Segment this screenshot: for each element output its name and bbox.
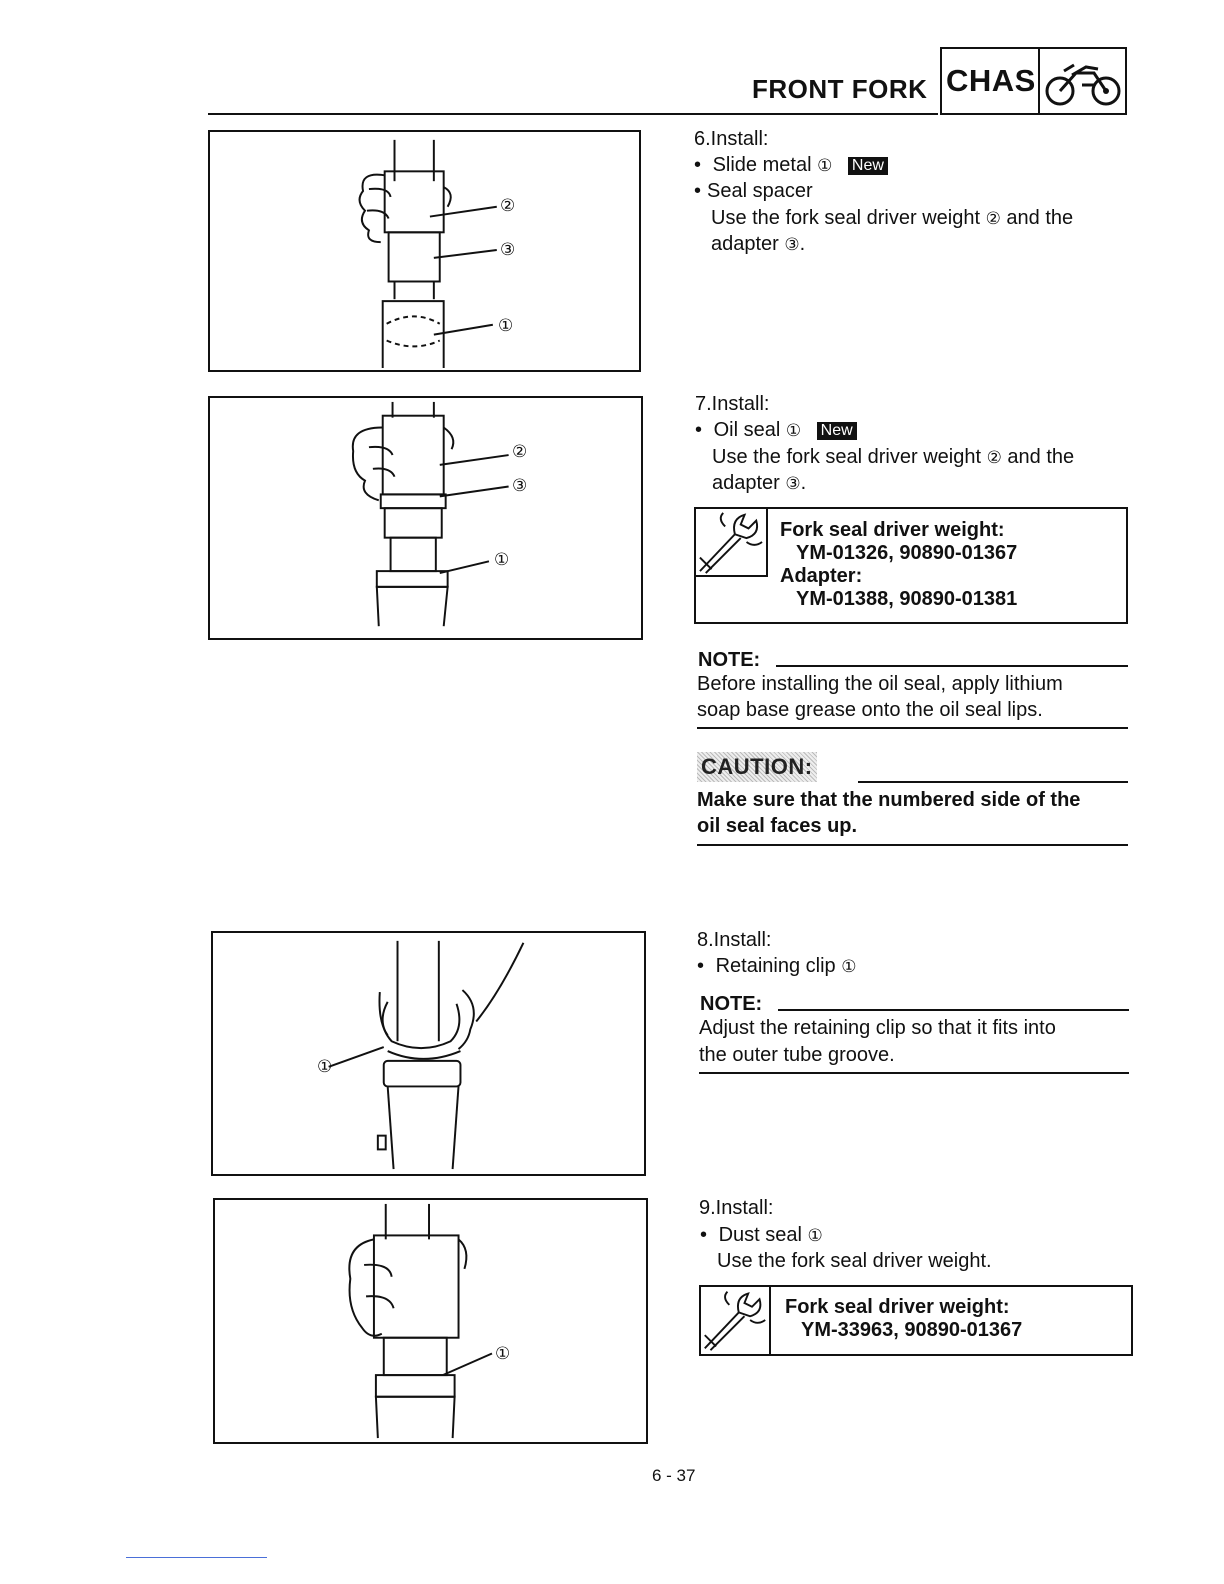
step-6-bullet-2: • Seal spacer [694, 178, 813, 204]
instruction-text: Use the fork seal driver weight [712, 446, 982, 468]
section-code: CHAS [946, 63, 1036, 98]
ref-1: ① [817, 156, 833, 175]
footer-link-underline [126, 1557, 267, 1558]
page-number: 6 - 37 [652, 1466, 696, 1485]
callout-3: ③ [500, 240, 516, 259]
note-rule [778, 1009, 1129, 1011]
spec-part-numbers: YM-01388, 90890-01381 [796, 588, 1018, 610]
page-title: FRONT FORK [752, 74, 928, 104]
note-text-line-1: Adjust the retaining clip so that it fits into [699, 1017, 1056, 1039]
step-7-item-text: Oil seal [713, 419, 781, 441]
callout-1: ① [494, 550, 510, 569]
caution-rule [858, 781, 1128, 783]
motorcycle-icon [1042, 55, 1124, 109]
caution-text-line-1: Make sure that the numbered side of the [697, 789, 1081, 811]
instruction-text: and the [1007, 446, 1075, 468]
instruction-text: adapter [711, 233, 779, 255]
section-badge [940, 47, 1127, 115]
step-8-item-text: Retaining clip [715, 955, 836, 977]
note-label: NOTE: [700, 993, 763, 1015]
step-6-instruction-line-2 [711, 231, 805, 258]
step-9-bullet-1 [700, 1222, 823, 1249]
callout-1: ① [495, 1344, 511, 1363]
figure-retaining-clip-install [211, 931, 646, 1176]
callout-2: ② [500, 196, 516, 215]
step-9-instruction-line-1: Use the fork seal driver weight. [717, 1250, 992, 1272]
step-8-bullet-1 [697, 953, 856, 980]
section-badge-divider [1038, 49, 1040, 113]
instruction-text: . [799, 233, 806, 255]
ref-1: ① [841, 957, 857, 976]
spec-text [780, 519, 1017, 611]
callout-1: ① [498, 316, 514, 335]
instruction-text: adapter [712, 472, 780, 494]
special-tool-icon [701, 1287, 771, 1354]
instruction-text: and the [1006, 207, 1074, 229]
caution-label: CAUTION: [697, 752, 817, 782]
callout-2: ② [512, 442, 528, 461]
note-text-line-2: the outer tube groove. [699, 1044, 895, 1066]
special-tool-box [699, 1285, 1133, 1356]
step-9-item-text: Dust seal [718, 1224, 802, 1246]
instruction-text: Use the fork seal driver weight [711, 207, 981, 229]
step-6-item-text: Slide metal [712, 154, 812, 176]
step-6-instruction-line-1 [711, 205, 1073, 232]
ref-1: ① [807, 1226, 823, 1245]
special-tool-box [694, 507, 1128, 624]
special-tool-icon [696, 509, 768, 577]
ref-3: ③ [785, 474, 801, 493]
caution-text-line-2: oil seal faces up. [697, 815, 858, 837]
note-end-rule [699, 1072, 1129, 1074]
callout-1: ① [317, 1057, 333, 1076]
note-text-line-1: Before installing the oil seal, apply lithium [697, 673, 1063, 695]
ref-3: ③ [784, 235, 800, 254]
note-end-rule [697, 727, 1128, 729]
spec-part-numbers: YM-01326, 90890-01367 [796, 542, 1018, 564]
caution-end-rule [697, 844, 1128, 846]
note-rule [776, 665, 1128, 667]
step-6-title: 6.Install: [694, 128, 769, 150]
step-6-bullet-1 [694, 152, 888, 179]
ref-2: ② [985, 209, 1001, 228]
step-7-bullet-1 [695, 417, 857, 444]
spec-part-numbers: YM-33963, 90890-01367 [801, 1319, 1023, 1341]
figure-oil-seal-install [208, 396, 643, 640]
figure-slide-metal-install [208, 130, 641, 372]
note-label: NOTE: [698, 649, 761, 671]
ref-2: ② [986, 448, 1002, 467]
figure-dust-seal-install [213, 1198, 648, 1444]
spec-label: Fork seal driver weight: [785, 1296, 1010, 1318]
step-8-title: 8.Install: [697, 929, 772, 951]
instruction-text: . [800, 472, 807, 494]
step-7-title: 7.Install: [695, 393, 770, 415]
header-rule [208, 113, 938, 115]
spec-label: Adapter: [780, 565, 863, 587]
new-badge: New [848, 157, 888, 175]
step-9-title: 9.Install: [699, 1197, 774, 1219]
callout-3: ③ [512, 476, 528, 495]
new-badge: New [817, 422, 857, 440]
note-text-line-2: soap base grease onto the oil seal lips. [697, 699, 1043, 721]
spec-label: Fork seal driver weight: [780, 519, 1005, 541]
step-7-instruction-line-2 [712, 470, 806, 497]
ref-1: ① [785, 421, 802, 440]
spec-text [785, 1296, 1022, 1342]
step-7-instruction-line-1 [712, 444, 1074, 471]
